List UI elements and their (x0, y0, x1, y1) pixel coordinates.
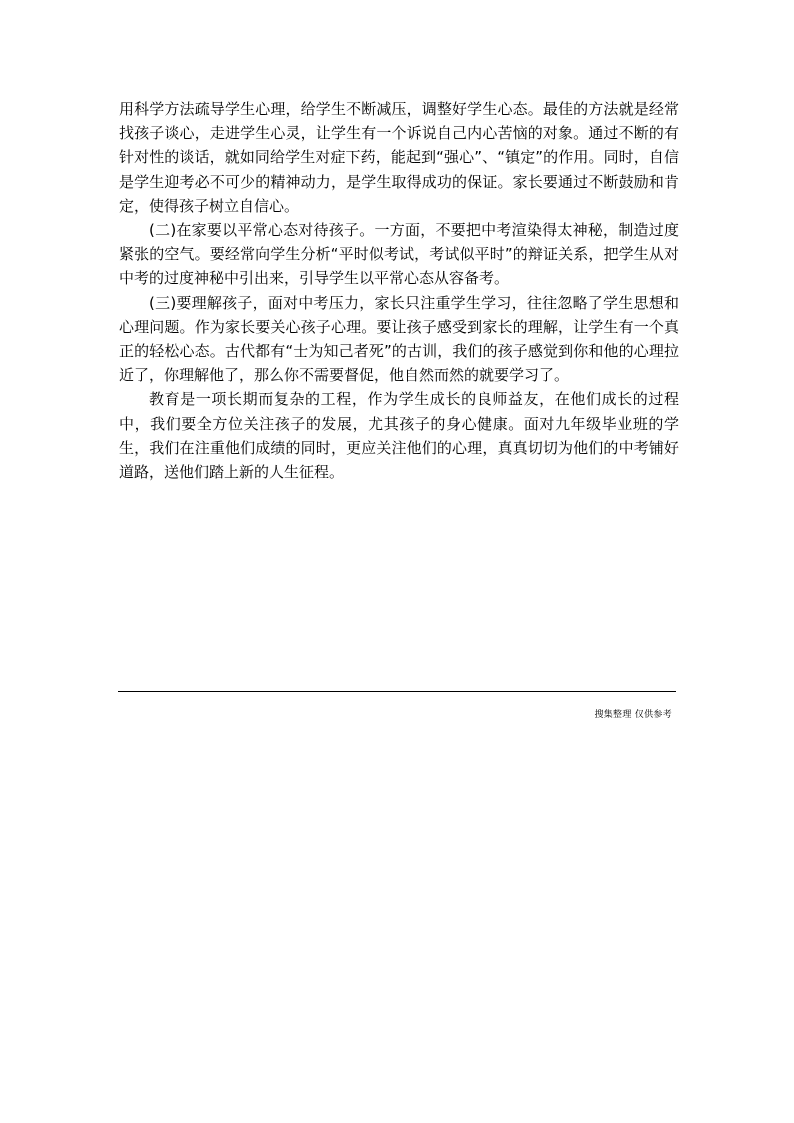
document-body (119, 97, 679, 484)
paragraph-calm-mindset: (二)在家要以平常心态对待孩子。一方面，不要把中考渲染得太神秘，制造过度紧张的空气。要经常向学生分析“平时似考试，考试似平时”的辩证关系，把学生从对中考的过度神秘中引出来，引导学生以平常心态从容备考。 (119, 221, 679, 288)
footer-divider (118, 691, 676, 692)
paragraph-continuation: 用科学方法疏导学生心理，给学生不断减压，调整好学生心态。最佳的方法就是经常找孩子谈心，走进学生心灵，让学生有一个诉说自己内心苦恼的对象。通过不断的有针对性的谈话，就如同给学生对症下药，能起到“强心”、“镇定”的作用。同时，自信是学生迎考必不可少的精神动力，是学生取得成功的保证。家长要通过不断鼓励和肯定，使得孩子树立自信心。 (119, 100, 679, 215)
footer-note: 搜集整理 仅供参考 (594, 710, 672, 720)
paragraph-conclusion: 教育是一项长期而复杂的工程，作为学生成长的良师益友，在他们成长的过程中，我们要全方位关注孩子的发展，尤其孩子的身心健康。面对九年级毕业班的学生，我们在注重他们成绩的同时，更应关注他们的心理，真真切切为他们的中考铺好道路，送他们踏上新的人生征程。 (119, 390, 679, 482)
paragraph-understand-child: (三)要理解孩子，面对中考压力，家长只注重学生学习，往往忽略了学生思想和心理问题。作为家长要关心孩子心理。要让孩子感受到家长的理解，让学生有一个真正的轻松心态。古代都有“士为知己者死”的古训，我们的孩子感觉到你和他的心理拉近了，你理解他了，那么你不需要督促，他自然而然的就要学习了。 (119, 293, 679, 385)
